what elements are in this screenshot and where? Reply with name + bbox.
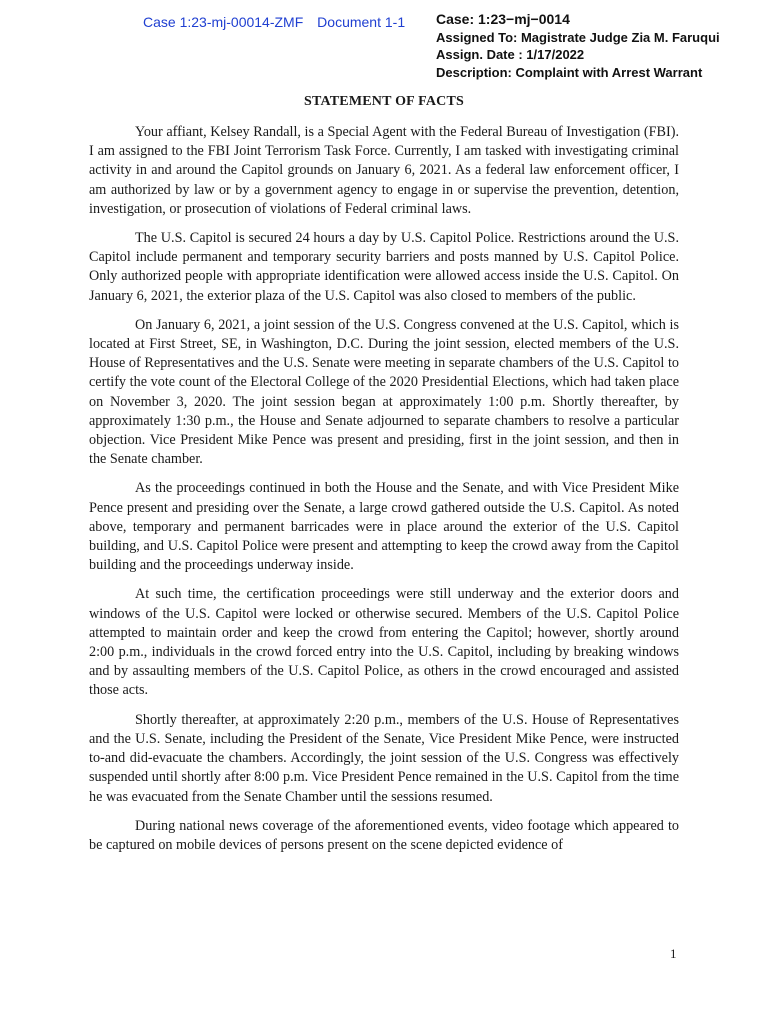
paragraph: As the proceedings continued in both the House and the Senate, and with Vice President Mike Pence present and presiding over the Senate, a large crowd gathered outside the U.S. Capitol. As noted above, temporary and permanent barricades were in place around the exterior of the U.S. Capitol building, and U.S. Capitol Police were present and attempting to keep the crowd away from the Capitol building and the proceedings underway inside.	[89, 480, 679, 574]
paragraph: During national news coverage of the aforementioned events, video footage which appeared to be captured on mobile devices of persons present on the scene depicted evidence of	[89, 817, 679, 853]
paragraph: Shortly thereafter, at approximately 2:20 p.m., members of the U.S. House of Representatives and the U.S. Senate, including the President of the Senate, Vice President Mike Pence, were instructed to-and did-evacuate the chambers. Accordingly, the joint session of the U.S. Congress was effectively suspended until shortly after 8:00 p.m. Vice President Pence remained in the U.S. Capitol from the time he was evacuated from the Senate Chamber until the sessions resumed.	[89, 711, 679, 805]
stamp-description: Description: Complaint with Arrest Warrant	[436, 64, 703, 80]
paragraph: On January 6, 2021, a joint session of the U.S. Congress convened at the U.S. Capitol, which is located at First Street, SE, in Washington, D.C. During the joint session, elected members of the U.S. House of Representatives and the U.S. Senate were meeting in separate chambers of the U.S. Capitol to certify the vote count of the Electoral College of the 2020 Presidential Elections, which had taken place on November 3, 2020. The joint session began at approximately 1:00 p.m. Shortly thereafter, by approximately 1:30 p.m., the House and Senate adjourned to separate chambers to resolve a particular objection. Vice President Mike Pence was present and presiding, first in the joint session, and then in the Senate chamber.	[89, 316, 679, 468]
case-assignment-stamp	[436, 11, 720, 81]
paragraph: At such time, the certification proceedings were still underway and the exterior doors and windows of the U.S. Capitol were locked or otherwise secured. Members of the U.S. Capitol Police attempted to maintain order and keep the crowd from entering the Capitol; however, shortly around 2:00 p.m., individuals in the crowd forced entry into the U.S. Capitol, including by breaking windows and by assaulting members of the U.S. Capitol Police, as others in the crowd encouraged and assisted those acts.	[89, 586, 679, 699]
document-number-link[interactable]: Document 1-1	[317, 14, 406, 30]
stamp-assign-date: Assign. Date : 1/17/2022	[436, 47, 585, 62]
page-number: 1	[670, 946, 677, 961]
document-title: STATEMENT OF FACTS	[304, 94, 464, 109]
stamp-assigned-judge: Assigned To: Magistrate Judge Zia M. Faruqui	[436, 29, 720, 45]
case-number-link[interactable]: Case 1:23-mj-00014-ZMF	[143, 14, 304, 30]
paragraph: Your affiant, Kelsey Randall, is a Special Agent with the Federal Bureau of Investigation (FBI). I am assigned to the FBI Joint Terrorism Task Force. Currently, I am tasked with investigating criminal activity in and around the Capitol grounds on January 6, 2021. As a federal law enforcement officer, I am authorized by law or by a government agency to engage in or supervise the prevention, detention, investigation, or prosecution of violations of Federal criminal laws.	[89, 124, 679, 217]
document-body	[89, 123, 679, 865]
stamp-case-number: Case: 1:23−mj−0014	[436, 11, 570, 27]
ecf-header	[143, 14, 405, 30]
paragraph: The U.S. Capitol is secured 24 hours a day by U.S. Capitol Police. Restrictions around the U.S. Capitol include permanent and temporary security barriers and posts manned by U.S. Capitol Police. Only authorized people with appropriate identification were allowed access inside the U.S. Capitol. On January 6, 2021, the exterior plaza of the U.S. Capitol was also closed to members of the public.	[89, 230, 679, 304]
